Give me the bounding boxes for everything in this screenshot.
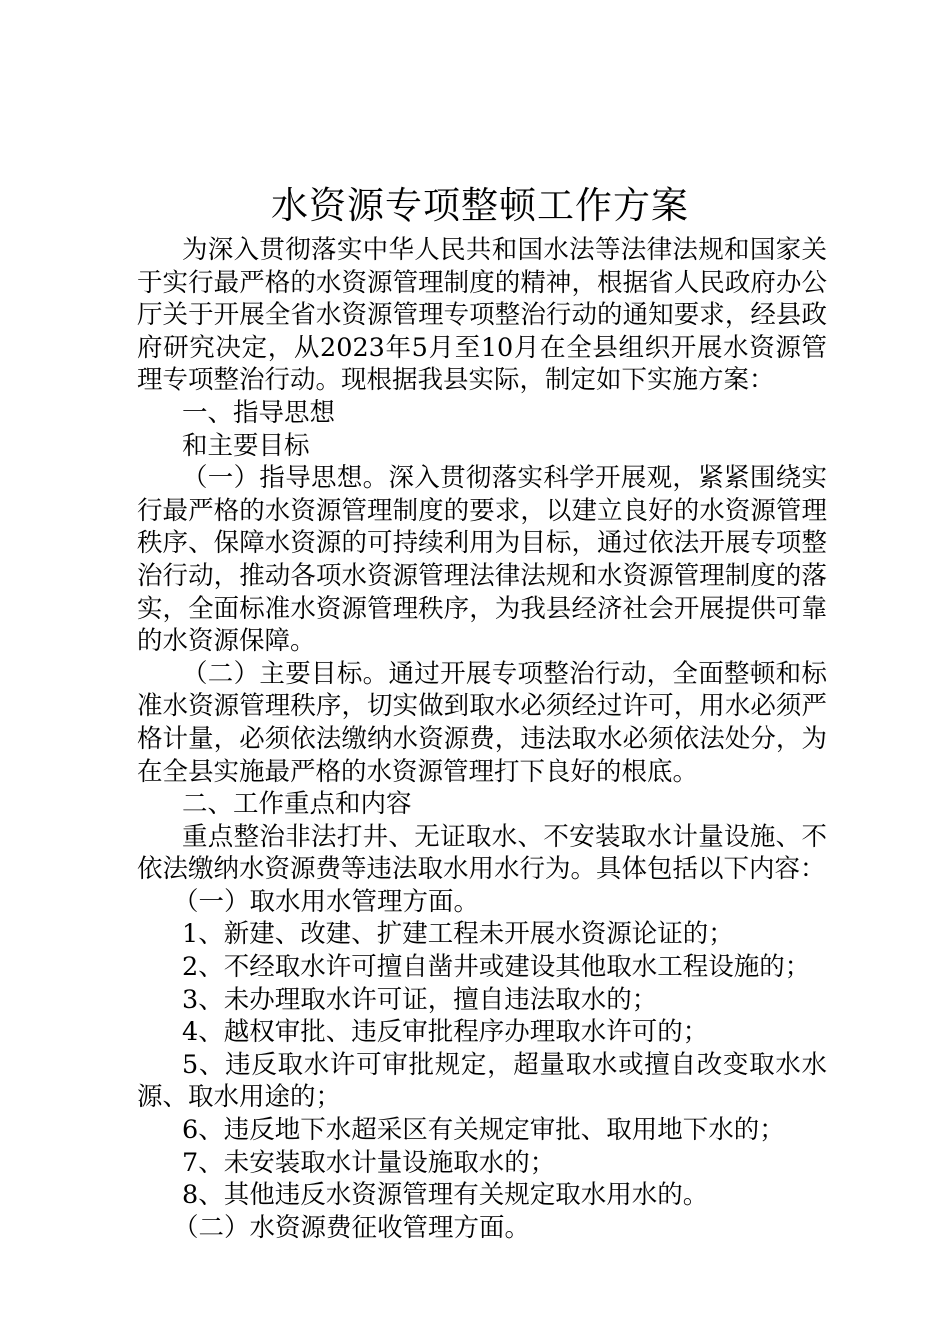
section-heading-1-continued: 和主要目标 xyxy=(182,430,310,461)
intro-paragraph: 为深入贯彻落实中华人民共和国水法等法律法规和国家关于实行最严格的水资源管理制度的精神，根据省人民政府办公厅关于开展全省水资源管理专项整治行动的通知要求，经县政府研究决定，从2023年5月至10月在全县组织开展水资源管理专项整治行动。现根据我县实际，制定如下实施方案： xyxy=(137,235,827,396)
list-item: 3、未办理取水许可证，擅自违法取水的； xyxy=(182,984,658,1015)
list-item: 8、其他违反水资源管理有关规定取水用水的。 xyxy=(182,1180,709,1211)
document-title: 水资源专项整顿工作方案 xyxy=(271,184,689,227)
list-item: 4、越权审批、违反审批程序办理取水许可的； xyxy=(182,1017,709,1048)
list-item: 2、不经取水许可擅自凿井或建设其他取水工程设施的； xyxy=(182,952,811,983)
subsection-heading-water-use: （一）取水用水管理方面。 xyxy=(173,886,480,917)
list-item: 5、违反取水许可审批规定，超量取水或擅自改变取水水源、取水用途的； xyxy=(137,1049,827,1113)
section-heading-1: 一、指导思想 xyxy=(182,397,336,428)
guiding-ideology-paragraph: （一）指导思想。深入贯彻落实科学开展观，紧紧围绕实行最严格的水资源管理制度的要求，以建立良好的水资源管理秩序、保障水资源的可持续利用为目标，通过依法开展专项整治行动，推动各项水资源管理法律法规和水资源管理制度的落实，全面标准水资源管理秩序，为我县经济社会开展提供可靠的水资源保障。 xyxy=(137,463,827,657)
key-rectification-paragraph: 重点整治非法打井、无证取水、不安装取水计量设施、不依法缴纳水资源费等违法取水用水行为。具体包括以下内容： xyxy=(137,821,827,885)
main-goals-paragraph: （二）主要目标。通过开展专项整治行动，全面整顿和标准水资源管理秩序，切实做到取水必须经过许可，用水必须严格计量，必须依法缴纳水资源费，违法取水必须依法处分，为在全县实施最严格的水资源管理打下良好的根底。 xyxy=(137,658,827,787)
list-item: 7、未安装取水计量设施取水的； xyxy=(182,1147,556,1178)
list-item: 6、违反地下水超采区有关规定审批、取用地下水的； xyxy=(182,1115,785,1146)
subsection-heading-water-fee: （二）水资源费征收管理方面。 xyxy=(173,1212,531,1243)
list-item: 1、新建、改建、扩建工程未开展水资源论证的； xyxy=(182,919,734,950)
section-heading-2: 二、工作重点和内容 xyxy=(182,789,412,820)
document-body xyxy=(137,234,827,1244)
